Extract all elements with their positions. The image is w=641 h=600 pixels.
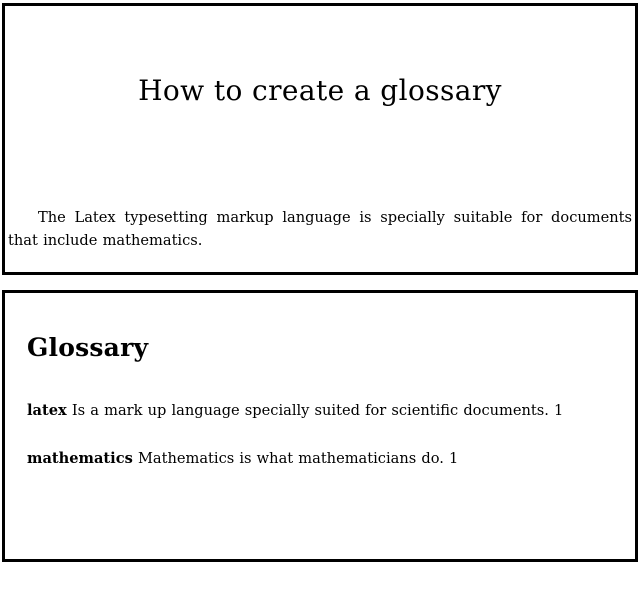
glossary-page-frame — [2, 290, 638, 562]
glossary-entry-list — [27, 401, 611, 469]
title-page-frame — [2, 3, 638, 275]
glossary-description: Mathematics is what mathematicians do. — [137, 450, 444, 467]
glossary-term: mathematics — [27, 450, 133, 467]
glossary-entry — [27, 401, 611, 421]
glossary-term: latex — [27, 402, 67, 419]
title-page-content — [5, 6, 635, 272]
glossary-description: Is a mark up language specially suited for scientific documents. — [71, 402, 549, 419]
document-title: How to create a glossary — [138, 74, 502, 107]
document-body-paragraph: The Latex typesetting markup language is specially suitable for documents that include mathematics. — [8, 209, 632, 249]
glossary-entry — [27, 449, 611, 469]
glossary-heading: Glossary — [27, 333, 149, 362]
glossary-page-reference[interactable]: 1 — [554, 402, 564, 419]
glossary-page-reference[interactable]: 1 — [449, 450, 459, 467]
glossary-page-content — [5, 293, 635, 559]
